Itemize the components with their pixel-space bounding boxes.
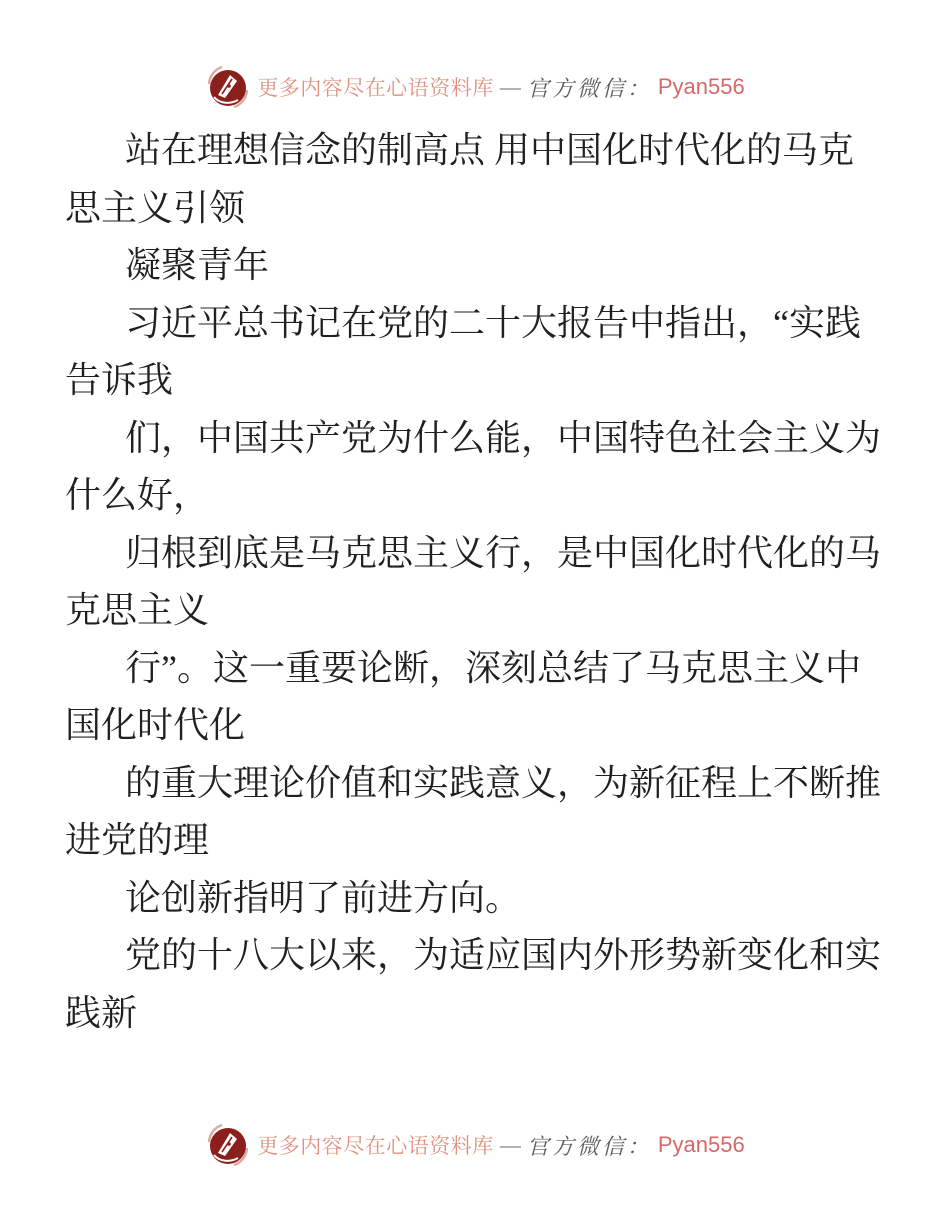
watermark-dash: — <box>499 74 521 99</box>
text-line: 什么好， <box>65 475 210 515</box>
text-line: 思主义引领 <box>65 187 246 228</box>
brand-pen-logo-icon <box>205 63 251 111</box>
text-line: 的重大理论价值和实践意义，为新征程上不断推 <box>125 762 882 803</box>
watermark-wechat-account: Pyan556 <box>657 74 745 99</box>
text-line: 站在理想信念的制高点 用中国化时代化的马克 <box>125 130 855 170</box>
watermark-wechat-label: 官方微信： <box>526 75 652 101</box>
text-line: 进党的理 <box>65 820 210 860</box>
text-line: 告诉我 <box>65 360 174 400</box>
text-line: 归根到底是马克思主义行，是中国化时代化的马 <box>125 532 882 573</box>
text-line: 论创新指明了前进方向。 <box>125 877 522 918</box>
text-line: 党的十八大以来，为适应国内外形势新变化和实 <box>125 935 882 975</box>
watermark-site-text: 更多内容尽在心语资料库 <box>257 76 494 100</box>
text-line: 习近平总书记在党的二十大报告中指出，“实践 <box>125 302 861 343</box>
watermark-site-text: 更多内容尽在心语资料库 <box>257 1134 494 1158</box>
text-line: 克思主义 <box>65 590 210 630</box>
document-body <box>0 122 950 1042</box>
text-line: 国化时代化 <box>65 705 246 745</box>
text-line: 凝聚青年 <box>125 245 270 285</box>
watermark-wechat-label: 官方微信： <box>526 1133 652 1159</box>
text-line: 行”。这一重要论断，深刻总结了马克思主义中 <box>125 647 861 688</box>
text-line: 践新 <box>65 992 138 1033</box>
watermark-wechat-account: Pyan556 <box>657 1132 745 1157</box>
text-line: 们，中国共产党为什么能，中国特色社会主义为 <box>125 417 882 458</box>
watermark-dash: — <box>499 1132 521 1157</box>
watermark-footer <box>0 1116 950 1174</box>
watermark-header <box>0 58 950 116</box>
brand-pen-logo-icon <box>205 1121 251 1169</box>
